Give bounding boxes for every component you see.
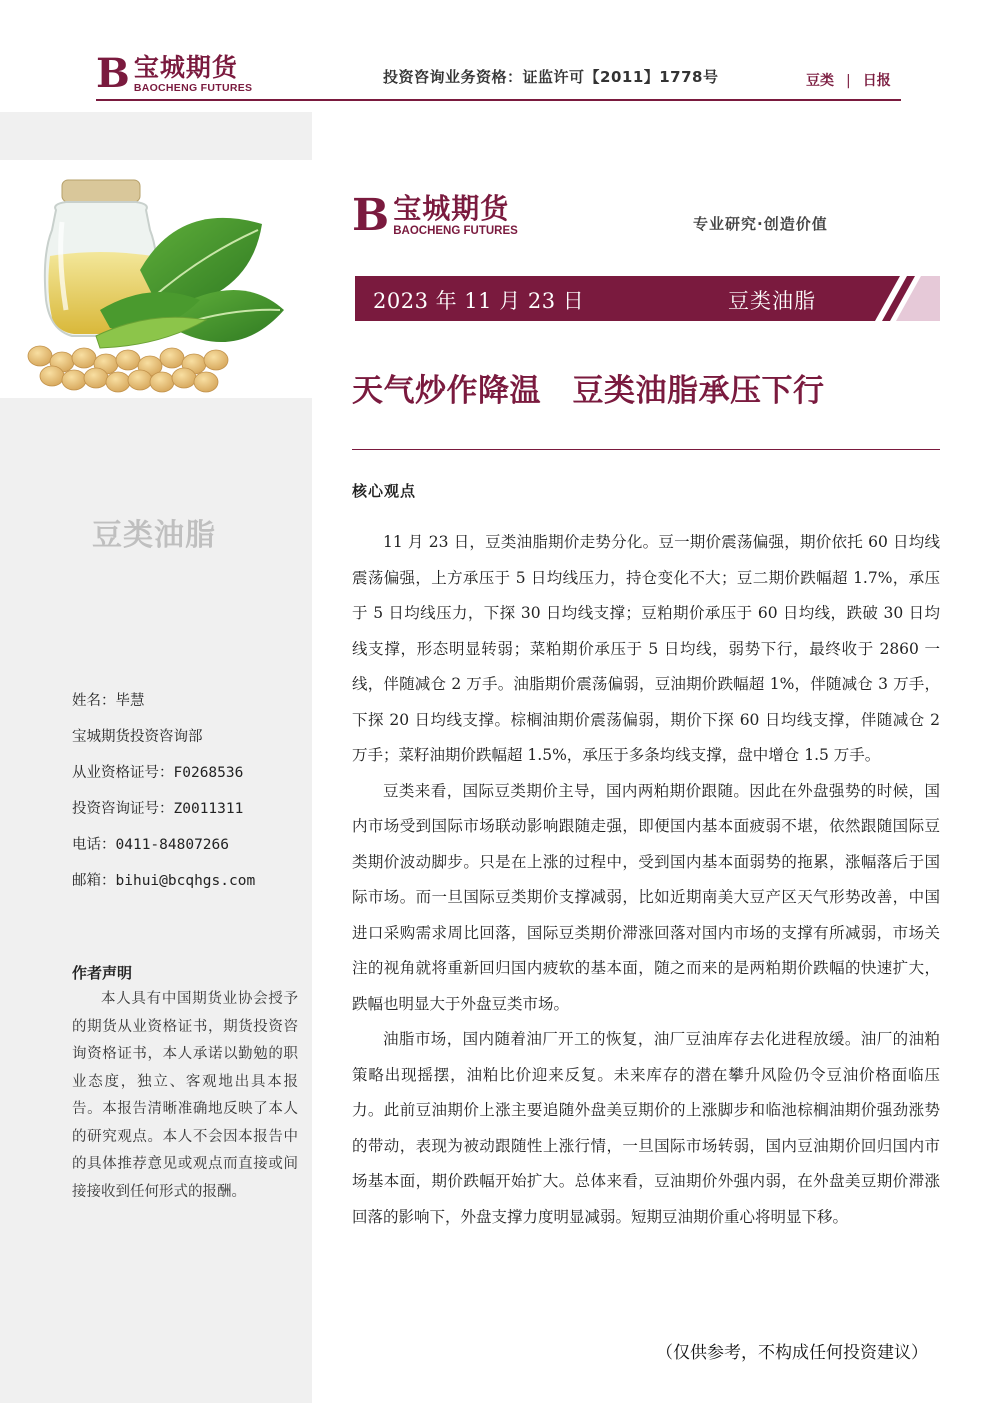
- author-statement-title: 作者声明: [72, 964, 133, 982]
- brand-logo: [96, 50, 253, 97]
- header-divider: [96, 99, 901, 101]
- page-header: [0, 0, 992, 110]
- report-title: 天气炒作降温 豆类油脂承压下行: [352, 373, 825, 409]
- article-paragraph: 油脂市场，国内随着油厂开工的恢复，油厂豆油库存去化进程放缓。油厂的油粕策略出现摇摆，油粕比价迎来反复。未来库存的潜在攀升风险仍令豆油价格面临压力。此前豆油期价上涨主要追随外盘美豆期价的上涨脚步和临池棕榈油期价强劲涨势的带动，表现为被动跟随性上涨行情，一旦国际市场转弱，国内豆油期价回归国内市场基本面，期价跌幅开始扩大。总体来看，豆油期价外强内弱，在外盘美豆期价滞涨回落的影响下，外盘支撑力度明显减弱。短期豆油期价重心将明显下移。: [352, 1030, 940, 1226]
- date-banner: [355, 276, 940, 321]
- sidebar-category-label: 豆类油脂: [92, 518, 216, 553]
- title-divider: [352, 449, 940, 450]
- author-phone: 电话：0411-84807266: [72, 837, 229, 853]
- core-view-heading: 核心观点: [352, 482, 417, 500]
- tag-category: 豆类: [806, 73, 834, 89]
- tag-separator: |: [846, 73, 851, 89]
- main-brand-logo: [352, 190, 518, 241]
- soybean-oil-image: [0, 160, 312, 398]
- main-brand-name-cn: 宝城期货: [393, 191, 510, 225]
- brand-slogan: 专业研究·创造价值: [693, 215, 828, 233]
- article-paragraph: 11 月 23 日，豆类油脂期价走势分化。豆一期价震荡偏强，期价依托 60 日均线震荡偏强，上方承压于 5 日均线压力，持仓变化不大；豆二期价跌幅超 1.7%，承压于 5 日均线压力，下探 30 日均线支撑；豆粕期价承压于 60 日均线，跌破 30 日均线支撑，形态明显转弱；菜粕期价承压于 5 日均线，弱势下行，最终收于 2860 一线，伴随减仓 2 万手。油脂期价震荡偏弱，豆油期价跌幅超 1%，伴随减仓 3 万手，下探 20 日均线支撑。棕榈油期价震荡偏弱，期价下探 60 日均线支撑，伴随减仓 2 万手；菜籽油期价跌幅超 1.5%，承压于多条均线支撑，盘中增仓 1.5 万手。: [352, 533, 940, 764]
- author-department: 宝城期货投资咨询部: [72, 729, 203, 745]
- report-tags: [806, 70, 891, 90]
- soybean-oil-illustration: [0, 160, 312, 398]
- author-advisory-cert: 投资咨询证号：Z0011311: [72, 801, 244, 817]
- author-practice-cert: 从业资格证号：F0268536: [72, 765, 244, 781]
- report-category: 豆类油脂: [728, 289, 816, 313]
- article-paragraph: 豆类来看，国际豆类期价主导，国内两粕期价跟随。因此在外盘强势的时候，国内市场受到国际市场联动影响跟随走强，即便国内基本面疲弱不堪，依然跟随国际豆类期价波动脚步。只是在上涨的过程中，受到国内基本面弱势的拖累，涨幅落后于国际市场。而一旦国际豆类期价支撑减弱，比如近期南美大豆产区天气形势改善，中国进口采购需求周比回落，国际豆类期价滞涨回落对国内市场的支撑有所减弱，市场关注的视角就将重新回归国内疲软的基本面，随之而来的是两粕期价跌幅的快速扩大，跌幅也明显大于外盘豆类市场。: [352, 781, 940, 1013]
- investment-disclaimer: （仅供参考，不构成任何投资建议）: [656, 1343, 928, 1363]
- brand-name-cn: 宝城期货: [133, 52, 238, 82]
- author-info: [72, 690, 255, 906]
- report-date: 2023 年 11 月 23 日: [373, 289, 585, 313]
- author-email: 邮箱：bihui@bcqhgs.com: [72, 873, 256, 889]
- article-body: [352, 525, 940, 1235]
- qualification-license: 投资咨询业务资格：证监许可【2011】1778号: [383, 68, 719, 86]
- main-brand-logo-mark: B: [352, 190, 390, 241]
- main-brand-name-en: BAOCHENG FUTURES: [393, 224, 518, 237]
- author-statement-body: 本人具有中国期货业协会授予的期货从业资格证书，期货投资咨询资格证书，本人承诺以勤勉的职业态度，独立、客观地出具本报告。本报告清晰准确地反映了本人的研究观点。本人不会因本报告中的具体推荐意见或观点而直接或间接接收到任何形式的报酬。: [72, 991, 298, 1200]
- brand-logo-mark: B: [96, 50, 130, 97]
- author-name: 姓名：毕慧: [72, 693, 145, 709]
- tag-type: 日报: [862, 73, 891, 89]
- brand-name-en: BAOCHENG FUTURES: [133, 81, 253, 94]
